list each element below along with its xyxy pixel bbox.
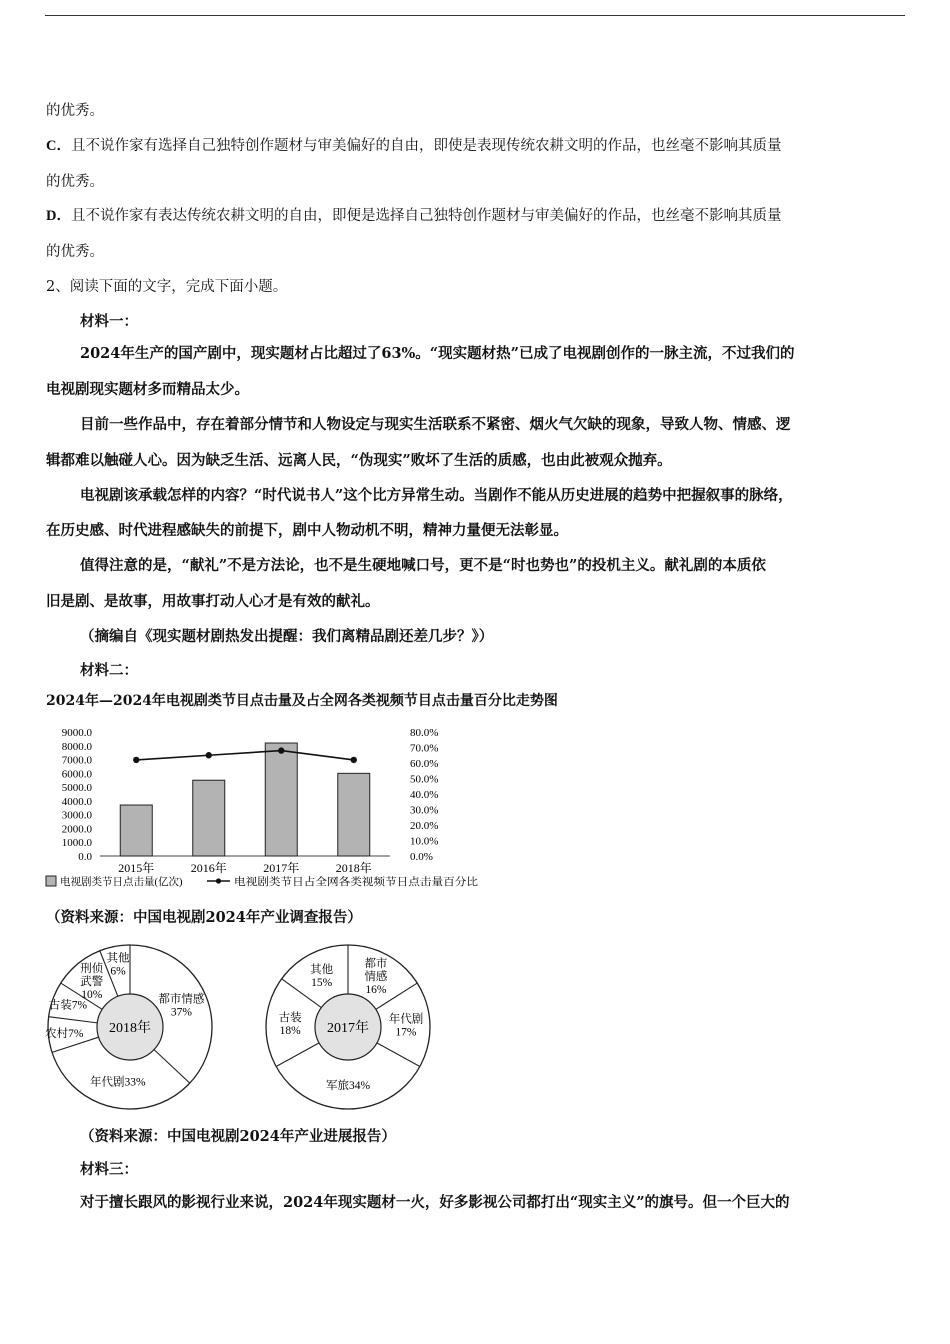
- y-right-tick-label: 40.0%: [410, 789, 439, 801]
- pie-slice-label: 15%: [311, 976, 333, 989]
- source-note: （资料来源：中国电视剧2024年产业调查报告）: [46, 909, 362, 926]
- y-left-tick-label: 9000.0: [61, 727, 92, 739]
- pie-slice-label: 武警: [80, 975, 104, 988]
- y-left-tick-label: 2000.0: [61, 823, 92, 836]
- text-line: 的优秀。: [46, 244, 104, 260]
- text-line: 电视剧现实题材多而精品太少。: [46, 381, 249, 398]
- y-left-tick-label: 4000.0: [61, 795, 92, 808]
- text-line: 的优秀。: [46, 103, 104, 119]
- option-letter: D．: [46, 208, 71, 224]
- option-text: 且不说作家有表达传统农耕文明的自由，即便是选择自己独特创作题材与审美偏好的作品，也丝毫不影响其质量: [70, 208, 782, 224]
- pie-slice-label: 18%: [279, 1024, 301, 1037]
- text-line: 电视剧该承载怎样的内容？“时代说书人”这个比方异常生动。当剧作不能从历史进展的趋势中把握叙事的脉络，: [80, 487, 793, 504]
- pie-slice-label: 10%: [81, 988, 103, 1001]
- y-left-tick-label: 7000.0: [61, 754, 92, 767]
- y-left-tick-label: 3000.0: [61, 809, 92, 822]
- material-label: 材料一：: [80, 313, 138, 330]
- legend-bar-swatch: [46, 876, 56, 886]
- bar: [338, 773, 370, 856]
- series-point: [278, 747, 284, 753]
- series-point: [206, 752, 212, 758]
- pie-slice-label: 其他: [310, 963, 334, 976]
- pie-chart-2018: [44, 938, 216, 1118]
- text-line: 的优秀。: [46, 174, 104, 190]
- legend-label: 电视剧类节日占全网各类视频节日点击量百分比: [234, 877, 455, 888]
- y-left-tick-label: 5000.0: [61, 782, 92, 795]
- header-rule: [45, 15, 905, 16]
- option-text: 且不说作家有选择自己独特创作题材与审美偏好的自由，即使是表现传统农耕文明的作品，也丝毫不影响其质量: [70, 138, 782, 154]
- pie-slice-label: 17%: [395, 1026, 417, 1039]
- y-right-tick-label: 80.0%: [410, 727, 439, 739]
- pie-slice-label: 农村7%: [45, 1028, 84, 1041]
- y-right-tick-label: 50.0%: [410, 773, 439, 786]
- material-label: 材料三：: [80, 1161, 138, 1178]
- text-line: 旧是剧、是故事，用故事打动人心才是有效的献礼。: [46, 593, 380, 610]
- chart-title: 2024年—2024年电视剧类节目点击量及占全网各类视频节目点击量百分比走势图: [46, 693, 558, 709]
- pie-slice-label: 军旅34%: [325, 1080, 371, 1092]
- text-line: 辑都难以触碰人心。因为缺乏生活、远离人民，“伪现实”败坏了生活的质感，也由此被观众抛弃。: [46, 452, 672, 469]
- pie-slice-label: 古装: [278, 1011, 302, 1024]
- material-label: 材料二：: [80, 662, 138, 679]
- text-line: 目前一些作品中，存在着部分情节和人物设定与现实生活联系不紧密、烟火气欠缺的现象，导致人物、情感、逻: [80, 416, 791, 433]
- text-line: 2024年生产的国产剧中，现实题材占比超过了63%。“现实题材热”已成了电视剧创作的一脉主流，不过我们的: [80, 345, 795, 362]
- pie-slice-label: 刑侦: [80, 962, 104, 975]
- x-tick-label: 2017年: [263, 861, 300, 875]
- text-line: 对于擅长跟风的影视行业来说，2024年现实题材一火，好多影视公司都打出“现实主义”的旗号。但一个巨大的: [80, 1194, 790, 1211]
- combo-chart: [40, 718, 500, 898]
- y-left-tick-label: 8000.0: [61, 740, 92, 753]
- pie-slice-label: 6%: [110, 965, 126, 978]
- series-line: [136, 751, 354, 760]
- text-line: 值得注意的是，“献礼”不是方法论，也不是生硬地喊口号，更不是“时也势也”的投机主义。献礼剧的本质依: [80, 557, 766, 574]
- pie-slice-label: 情感: [364, 971, 388, 984]
- legend-label: 电视剧类节日点击量(亿次): [60, 877, 183, 888]
- y-left-tick-label: 1000.0: [61, 837, 92, 850]
- x-tick-label: 2016年: [190, 861, 227, 875]
- series-point: [133, 757, 139, 763]
- y-right-tick-label: 0.0%: [410, 851, 433, 863]
- source-note: （资料来源：中国电视剧2024年产业进展报告）: [80, 1128, 396, 1145]
- series-point: [351, 757, 357, 763]
- y-right-tick-label: 30.0%: [410, 804, 439, 817]
- y-right-tick-label: 20.0%: [410, 820, 439, 832]
- bar: [193, 780, 225, 856]
- text-line: 在历史感、时代进程感缺失的前提下，剧中人物动机不明，精神力量便无法彰显。: [46, 522, 568, 539]
- pie-center-label: 2018年: [109, 1021, 151, 1036]
- source-note: （摘编自《现实题材剧热发出提醒：我们离精品剧还差几步？》）: [80, 628, 494, 645]
- option-letter: C．: [46, 138, 71, 154]
- bar: [265, 743, 297, 856]
- x-tick-label: 2018年: [335, 861, 372, 875]
- option-d: [46, 206, 906, 226]
- y-right-tick-label: 60.0%: [410, 758, 439, 770]
- y-left-tick-label: 0.0: [78, 851, 92, 863]
- pie-slice-label: 37%: [170, 1006, 192, 1019]
- pie-slice-label: 其他: [106, 952, 130, 965]
- pie-slice-label: 16%: [365, 984, 387, 997]
- pie-center-label: 2017年: [327, 1021, 369, 1036]
- option-c: [46, 136, 906, 156]
- pie-slice-label: 都市情感: [158, 993, 205, 1006]
- pie-slice-label: 都市: [364, 958, 388, 971]
- y-right-tick-label: 70.0%: [410, 742, 439, 755]
- bar: [120, 805, 152, 856]
- y-right-tick-label: 10.0%: [410, 835, 439, 848]
- pie-slice-label: 古装7%: [48, 999, 88, 1012]
- x-tick-label: 2015年: [118, 861, 155, 875]
- pie-chart-2017: [262, 938, 434, 1118]
- pie-slice-label: 年代剧33%: [89, 1076, 146, 1089]
- pie-slice-label: 年代剧: [388, 1013, 424, 1026]
- question-heading: 2、阅读下面的文字，完成下面小题。: [46, 279, 288, 295]
- legend-line-marker: [216, 878, 221, 883]
- y-left-tick-label: 6000.0: [61, 768, 92, 781]
